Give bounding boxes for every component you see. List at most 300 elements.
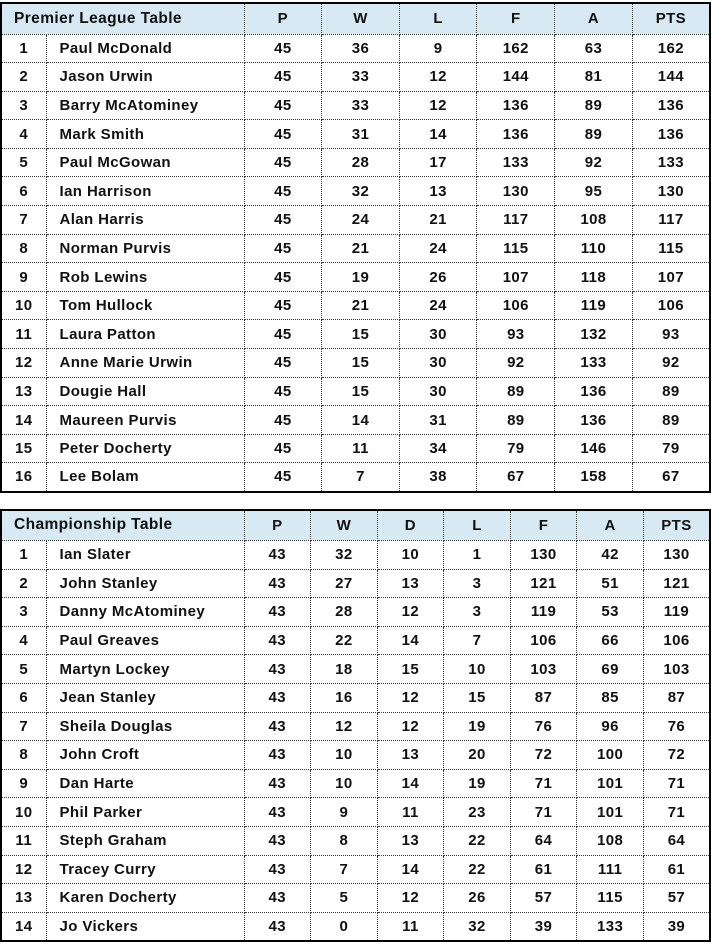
stat-cell: 12 bbox=[377, 598, 444, 627]
stat-cell: 17 bbox=[399, 148, 477, 177]
stat-cell: 18 bbox=[311, 655, 378, 684]
table-row bbox=[1, 655, 710, 684]
rank-cell: 14 bbox=[1, 406, 46, 435]
stat-cell: 30 bbox=[399, 377, 477, 406]
stat-cell: 0 bbox=[311, 912, 378, 941]
stat-cell: 118 bbox=[555, 263, 633, 292]
stat-cell: 45 bbox=[244, 34, 322, 63]
header-row bbox=[1, 3, 710, 34]
stat-cell: 11 bbox=[377, 798, 444, 827]
table-row bbox=[1, 434, 710, 463]
table-row bbox=[1, 884, 710, 913]
stat-cell: 43 bbox=[244, 683, 311, 712]
rank-cell: 5 bbox=[1, 148, 46, 177]
player-name-cell: Mark Smith bbox=[46, 120, 244, 149]
stat-cell: 92 bbox=[555, 148, 633, 177]
stat-cell: 12 bbox=[377, 683, 444, 712]
rank-cell: 8 bbox=[1, 741, 46, 770]
stat-cell: 53 bbox=[577, 598, 644, 627]
stat-cell: 11 bbox=[377, 912, 444, 941]
rank-cell: 4 bbox=[1, 120, 46, 149]
stat-cell: 87 bbox=[643, 683, 710, 712]
table-row bbox=[1, 177, 710, 206]
player-name-cell: Danny McAtominey bbox=[46, 598, 244, 627]
stat-cell: 13 bbox=[399, 177, 477, 206]
stat-cell: 89 bbox=[555, 120, 633, 149]
table-row bbox=[1, 912, 710, 941]
stat-cell: 43 bbox=[244, 855, 311, 884]
stat-cell: 15 bbox=[322, 349, 400, 378]
stat-cell: 162 bbox=[477, 34, 555, 63]
stat-cell: 130 bbox=[510, 541, 577, 570]
table-row bbox=[1, 798, 710, 827]
player-name-cell: Martyn Lockey bbox=[46, 655, 244, 684]
stat-cell: 22 bbox=[444, 826, 511, 855]
stat-cell: 43 bbox=[244, 712, 311, 741]
rank-cell: 2 bbox=[1, 569, 46, 598]
stat-cell: 106 bbox=[510, 626, 577, 655]
rank-cell: 13 bbox=[1, 884, 46, 913]
stat-cell: 43 bbox=[244, 741, 311, 770]
stat-cell: 107 bbox=[632, 263, 710, 292]
stat-cell: 106 bbox=[632, 291, 710, 320]
column-header-a: A bbox=[555, 3, 633, 34]
stat-cell: 87 bbox=[510, 683, 577, 712]
stat-cell: 3 bbox=[444, 569, 511, 598]
stat-cell: 45 bbox=[244, 120, 322, 149]
player-name-cell: Steph Graham bbox=[46, 826, 244, 855]
stat-cell: 24 bbox=[399, 291, 477, 320]
rank-cell: 7 bbox=[1, 206, 46, 235]
stat-cell: 14 bbox=[377, 855, 444, 884]
stat-cell: 106 bbox=[477, 291, 555, 320]
stat-cell: 89 bbox=[632, 406, 710, 435]
player-name-cell: Maureen Purvis bbox=[46, 406, 244, 435]
stat-cell: 96 bbox=[577, 712, 644, 741]
stat-cell: 71 bbox=[510, 798, 577, 827]
stat-cell: 43 bbox=[244, 655, 311, 684]
stat-cell: 43 bbox=[244, 826, 311, 855]
player-name-cell: Jo Vickers bbox=[46, 912, 244, 941]
stat-cell: 21 bbox=[322, 291, 400, 320]
stat-cell: 158 bbox=[555, 463, 633, 492]
player-name-cell: Dan Harte bbox=[46, 769, 244, 798]
table-row bbox=[1, 349, 710, 378]
stat-cell: 43 bbox=[244, 798, 311, 827]
stat-cell: 119 bbox=[555, 291, 633, 320]
stat-cell: 136 bbox=[477, 120, 555, 149]
column-header-w: W bbox=[322, 3, 400, 34]
stat-cell: 119 bbox=[643, 598, 710, 627]
stat-cell: 14 bbox=[377, 626, 444, 655]
stat-cell: 31 bbox=[399, 406, 477, 435]
table-row bbox=[1, 263, 710, 292]
stat-cell: 14 bbox=[399, 120, 477, 149]
stat-cell: 45 bbox=[244, 434, 322, 463]
stat-cell: 30 bbox=[399, 349, 477, 378]
stat-cell: 36 bbox=[322, 34, 400, 63]
stat-cell: 45 bbox=[244, 349, 322, 378]
stat-cell: 93 bbox=[632, 320, 710, 349]
stat-cell: 61 bbox=[643, 855, 710, 884]
stat-cell: 45 bbox=[244, 63, 322, 92]
player-name-cell: Tom Hullock bbox=[46, 291, 244, 320]
stat-cell: 136 bbox=[632, 120, 710, 149]
stat-cell: 72 bbox=[643, 741, 710, 770]
player-name-cell: Jason Urwin bbox=[46, 63, 244, 92]
stat-cell: 10 bbox=[444, 655, 511, 684]
column-header-p: P bbox=[244, 510, 311, 541]
stat-cell: 130 bbox=[477, 177, 555, 206]
stat-cell: 130 bbox=[632, 177, 710, 206]
header-row bbox=[1, 510, 710, 541]
stat-cell: 136 bbox=[632, 91, 710, 120]
stat-cell: 162 bbox=[632, 34, 710, 63]
stat-cell: 108 bbox=[577, 826, 644, 855]
stat-cell: 12 bbox=[399, 63, 477, 92]
stat-cell: 9 bbox=[311, 798, 378, 827]
stat-cell: 115 bbox=[577, 884, 644, 913]
stat-cell: 89 bbox=[555, 91, 633, 120]
stat-cell: 45 bbox=[244, 91, 322, 120]
player-name-cell: Alan Harris bbox=[46, 206, 244, 235]
rank-cell: 5 bbox=[1, 655, 46, 684]
stat-cell: 101 bbox=[577, 769, 644, 798]
column-header-w: W bbox=[311, 510, 378, 541]
table-title: Championship Table bbox=[1, 510, 244, 541]
rank-cell: 9 bbox=[1, 263, 46, 292]
stat-cell: 111 bbox=[577, 855, 644, 884]
stat-cell: 130 bbox=[643, 541, 710, 570]
stat-cell: 24 bbox=[399, 234, 477, 263]
table-row bbox=[1, 406, 710, 435]
column-header-a: A bbox=[577, 510, 644, 541]
rank-cell: 7 bbox=[1, 712, 46, 741]
stat-cell: 100 bbox=[577, 741, 644, 770]
rank-cell: 1 bbox=[1, 34, 46, 63]
stat-cell: 34 bbox=[399, 434, 477, 463]
rank-cell: 6 bbox=[1, 177, 46, 206]
stat-cell: 51 bbox=[577, 569, 644, 598]
table-row bbox=[1, 320, 710, 349]
stat-cell: 32 bbox=[322, 177, 400, 206]
stat-cell: 10 bbox=[377, 541, 444, 570]
stat-cell: 76 bbox=[510, 712, 577, 741]
table-row bbox=[1, 291, 710, 320]
table-row bbox=[1, 120, 710, 149]
stat-cell: 121 bbox=[643, 569, 710, 598]
column-header-l: L bbox=[399, 3, 477, 34]
stat-cell: 7 bbox=[322, 463, 400, 492]
rank-cell: 15 bbox=[1, 434, 46, 463]
stat-cell: 89 bbox=[632, 377, 710, 406]
stat-cell: 22 bbox=[311, 626, 378, 655]
stat-cell: 8 bbox=[311, 826, 378, 855]
stat-cell: 12 bbox=[377, 884, 444, 913]
rank-cell: 12 bbox=[1, 349, 46, 378]
stat-cell: 19 bbox=[322, 263, 400, 292]
stat-cell: 31 bbox=[322, 120, 400, 149]
stat-cell: 32 bbox=[311, 541, 378, 570]
table-row bbox=[1, 541, 710, 570]
stat-cell: 132 bbox=[555, 320, 633, 349]
stat-cell: 15 bbox=[377, 655, 444, 684]
stat-cell: 9 bbox=[399, 34, 477, 63]
stat-cell: 15 bbox=[322, 377, 400, 406]
stat-cell: 10 bbox=[311, 741, 378, 770]
table-row bbox=[1, 206, 710, 235]
stat-cell: 144 bbox=[477, 63, 555, 92]
stat-cell: 69 bbox=[577, 655, 644, 684]
stat-cell: 89 bbox=[477, 406, 555, 435]
stat-cell: 57 bbox=[643, 884, 710, 913]
stat-cell: 106 bbox=[643, 626, 710, 655]
stat-cell: 12 bbox=[399, 91, 477, 120]
stat-cell: 43 bbox=[244, 569, 311, 598]
rank-cell: 9 bbox=[1, 769, 46, 798]
stat-cell: 81 bbox=[555, 63, 633, 92]
stat-cell: 43 bbox=[244, 626, 311, 655]
table-row bbox=[1, 91, 710, 120]
stat-cell: 110 bbox=[555, 234, 633, 263]
stat-cell: 14 bbox=[377, 769, 444, 798]
stat-cell: 92 bbox=[632, 349, 710, 378]
table-row bbox=[1, 569, 710, 598]
stat-cell: 71 bbox=[643, 769, 710, 798]
stat-cell: 95 bbox=[555, 177, 633, 206]
column-header-f: F bbox=[510, 510, 577, 541]
stat-cell: 22 bbox=[444, 855, 511, 884]
player-name-cell: Ian Harrison bbox=[46, 177, 244, 206]
stat-cell: 16 bbox=[311, 683, 378, 712]
rank-cell: 6 bbox=[1, 683, 46, 712]
player-name-cell: Barry McAtominey bbox=[46, 91, 244, 120]
stat-cell: 85 bbox=[577, 683, 644, 712]
stat-cell: 3 bbox=[444, 598, 511, 627]
championship-table bbox=[0, 509, 711, 942]
table-row bbox=[1, 463, 710, 492]
rank-cell: 11 bbox=[1, 826, 46, 855]
stat-cell: 133 bbox=[632, 148, 710, 177]
stat-cell: 72 bbox=[510, 741, 577, 770]
rank-cell: 3 bbox=[1, 598, 46, 627]
stat-cell: 45 bbox=[244, 148, 322, 177]
stat-cell: 107 bbox=[477, 263, 555, 292]
player-name-cell: Rob Lewins bbox=[46, 263, 244, 292]
stat-cell: 14 bbox=[322, 406, 400, 435]
stat-cell: 117 bbox=[632, 206, 710, 235]
stat-cell: 30 bbox=[399, 320, 477, 349]
player-name-cell: Peter Docherty bbox=[46, 434, 244, 463]
stat-cell: 24 bbox=[322, 206, 400, 235]
stat-cell: 71 bbox=[643, 798, 710, 827]
stat-cell: 45 bbox=[244, 206, 322, 235]
stat-cell: 67 bbox=[477, 463, 555, 492]
stat-cell: 117 bbox=[477, 206, 555, 235]
stat-cell: 136 bbox=[555, 377, 633, 406]
stat-cell: 26 bbox=[399, 263, 477, 292]
stat-cell: 45 bbox=[244, 263, 322, 292]
stat-cell: 19 bbox=[444, 712, 511, 741]
player-name-cell: Ian Slater bbox=[46, 541, 244, 570]
stat-cell: 79 bbox=[632, 434, 710, 463]
stat-cell: 115 bbox=[632, 234, 710, 263]
player-name-cell: Tracey Curry bbox=[46, 855, 244, 884]
stat-cell: 5 bbox=[311, 884, 378, 913]
rank-cell: 2 bbox=[1, 63, 46, 92]
rank-cell: 10 bbox=[1, 798, 46, 827]
stat-cell: 103 bbox=[510, 655, 577, 684]
rank-cell: 3 bbox=[1, 91, 46, 120]
stat-cell: 43 bbox=[244, 884, 311, 913]
stat-cell: 89 bbox=[477, 377, 555, 406]
stat-cell: 43 bbox=[244, 541, 311, 570]
stat-cell: 13 bbox=[377, 569, 444, 598]
stat-cell: 33 bbox=[322, 91, 400, 120]
stat-cell: 146 bbox=[555, 434, 633, 463]
table-row bbox=[1, 712, 710, 741]
stat-cell: 39 bbox=[643, 912, 710, 941]
player-name-cell: Paul Greaves bbox=[46, 626, 244, 655]
stat-cell: 45 bbox=[244, 291, 322, 320]
stat-cell: 27 bbox=[311, 569, 378, 598]
stat-cell: 45 bbox=[244, 377, 322, 406]
column-header-d: D bbox=[377, 510, 444, 541]
table-row bbox=[1, 234, 710, 263]
stat-cell: 11 bbox=[322, 434, 400, 463]
stat-cell: 115 bbox=[477, 234, 555, 263]
rank-cell: 11 bbox=[1, 320, 46, 349]
player-name-cell: Jean Stanley bbox=[46, 683, 244, 712]
premier-league-table bbox=[0, 2, 711, 493]
player-name-cell: Paul McGowan bbox=[46, 148, 244, 177]
stat-cell: 71 bbox=[510, 769, 577, 798]
player-name-cell: Anne Marie Urwin bbox=[46, 349, 244, 378]
stat-cell: 21 bbox=[322, 234, 400, 263]
rank-cell: 4 bbox=[1, 626, 46, 655]
stat-cell: 64 bbox=[510, 826, 577, 855]
stat-cell: 32 bbox=[444, 912, 511, 941]
stat-cell: 136 bbox=[555, 406, 633, 435]
stat-cell: 64 bbox=[643, 826, 710, 855]
column-header-pts: PTS bbox=[643, 510, 710, 541]
stat-cell: 23 bbox=[444, 798, 511, 827]
stat-cell: 119 bbox=[510, 598, 577, 627]
stat-cell: 67 bbox=[632, 463, 710, 492]
rank-cell: 12 bbox=[1, 855, 46, 884]
stat-cell: 63 bbox=[555, 34, 633, 63]
stat-cell: 12 bbox=[311, 712, 378, 741]
player-name-cell: John Stanley bbox=[46, 569, 244, 598]
stat-cell: 19 bbox=[444, 769, 511, 798]
stat-cell: 20 bbox=[444, 741, 511, 770]
stat-cell: 61 bbox=[510, 855, 577, 884]
rank-cell: 16 bbox=[1, 463, 46, 492]
stat-cell: 79 bbox=[477, 434, 555, 463]
stat-cell: 136 bbox=[477, 91, 555, 120]
table-row bbox=[1, 63, 710, 92]
stat-cell: 28 bbox=[322, 148, 400, 177]
stat-cell: 92 bbox=[477, 349, 555, 378]
stat-cell: 144 bbox=[632, 63, 710, 92]
player-name-cell: Lee Bolam bbox=[46, 463, 244, 492]
player-name-cell: Norman Purvis bbox=[46, 234, 244, 263]
stat-cell: 7 bbox=[444, 626, 511, 655]
stat-cell: 43 bbox=[244, 912, 311, 941]
stat-cell: 7 bbox=[311, 855, 378, 884]
stat-cell: 39 bbox=[510, 912, 577, 941]
table-row bbox=[1, 855, 710, 884]
stat-cell: 108 bbox=[555, 206, 633, 235]
stat-cell: 38 bbox=[399, 463, 477, 492]
player-name-cell: Laura Patton bbox=[46, 320, 244, 349]
table-row bbox=[1, 826, 710, 855]
table-row bbox=[1, 377, 710, 406]
stat-cell: 133 bbox=[555, 349, 633, 378]
table-row bbox=[1, 148, 710, 177]
stat-cell: 43 bbox=[244, 769, 311, 798]
player-name-cell: Dougie Hall bbox=[46, 377, 244, 406]
table-row bbox=[1, 769, 710, 798]
stat-cell: 12 bbox=[377, 712, 444, 741]
table-row bbox=[1, 626, 710, 655]
stat-cell: 66 bbox=[577, 626, 644, 655]
player-name-cell: Karen Docherty bbox=[46, 884, 244, 913]
stat-cell: 133 bbox=[477, 148, 555, 177]
player-name-cell: Paul McDonald bbox=[46, 34, 244, 63]
stat-cell: 1 bbox=[444, 541, 511, 570]
stat-cell: 15 bbox=[322, 320, 400, 349]
table-row bbox=[1, 598, 710, 627]
stat-cell: 45 bbox=[244, 406, 322, 435]
stat-cell: 45 bbox=[244, 463, 322, 492]
column-header-p: P bbox=[244, 3, 322, 34]
stat-cell: 13 bbox=[377, 826, 444, 855]
stat-cell: 28 bbox=[311, 598, 378, 627]
rank-cell: 10 bbox=[1, 291, 46, 320]
stat-cell: 42 bbox=[577, 541, 644, 570]
table-row bbox=[1, 741, 710, 770]
stat-cell: 10 bbox=[311, 769, 378, 798]
stat-cell: 21 bbox=[399, 206, 477, 235]
stat-cell: 43 bbox=[244, 598, 311, 627]
stat-cell: 133 bbox=[577, 912, 644, 941]
rank-cell: 14 bbox=[1, 912, 46, 941]
player-name-cell: John Croft bbox=[46, 741, 244, 770]
stat-cell: 33 bbox=[322, 63, 400, 92]
stat-cell: 26 bbox=[444, 884, 511, 913]
player-name-cell: Phil Parker bbox=[46, 798, 244, 827]
stat-cell: 15 bbox=[444, 683, 511, 712]
table-row bbox=[1, 683, 710, 712]
stat-cell: 45 bbox=[244, 320, 322, 349]
stat-cell: 121 bbox=[510, 569, 577, 598]
stat-cell: 76 bbox=[643, 712, 710, 741]
stat-cell: 45 bbox=[244, 234, 322, 263]
stat-cell: 57 bbox=[510, 884, 577, 913]
table-title: Premier League Table bbox=[1, 3, 244, 34]
stat-cell: 101 bbox=[577, 798, 644, 827]
column-header-pts: PTS bbox=[632, 3, 710, 34]
rank-cell: 13 bbox=[1, 377, 46, 406]
player-name-cell: Sheila Douglas bbox=[46, 712, 244, 741]
column-header-f: F bbox=[477, 3, 555, 34]
column-header-l: L bbox=[444, 510, 511, 541]
stat-cell: 103 bbox=[643, 655, 710, 684]
rank-cell: 1 bbox=[1, 541, 46, 570]
rank-cell: 8 bbox=[1, 234, 46, 263]
stat-cell: 13 bbox=[377, 741, 444, 770]
